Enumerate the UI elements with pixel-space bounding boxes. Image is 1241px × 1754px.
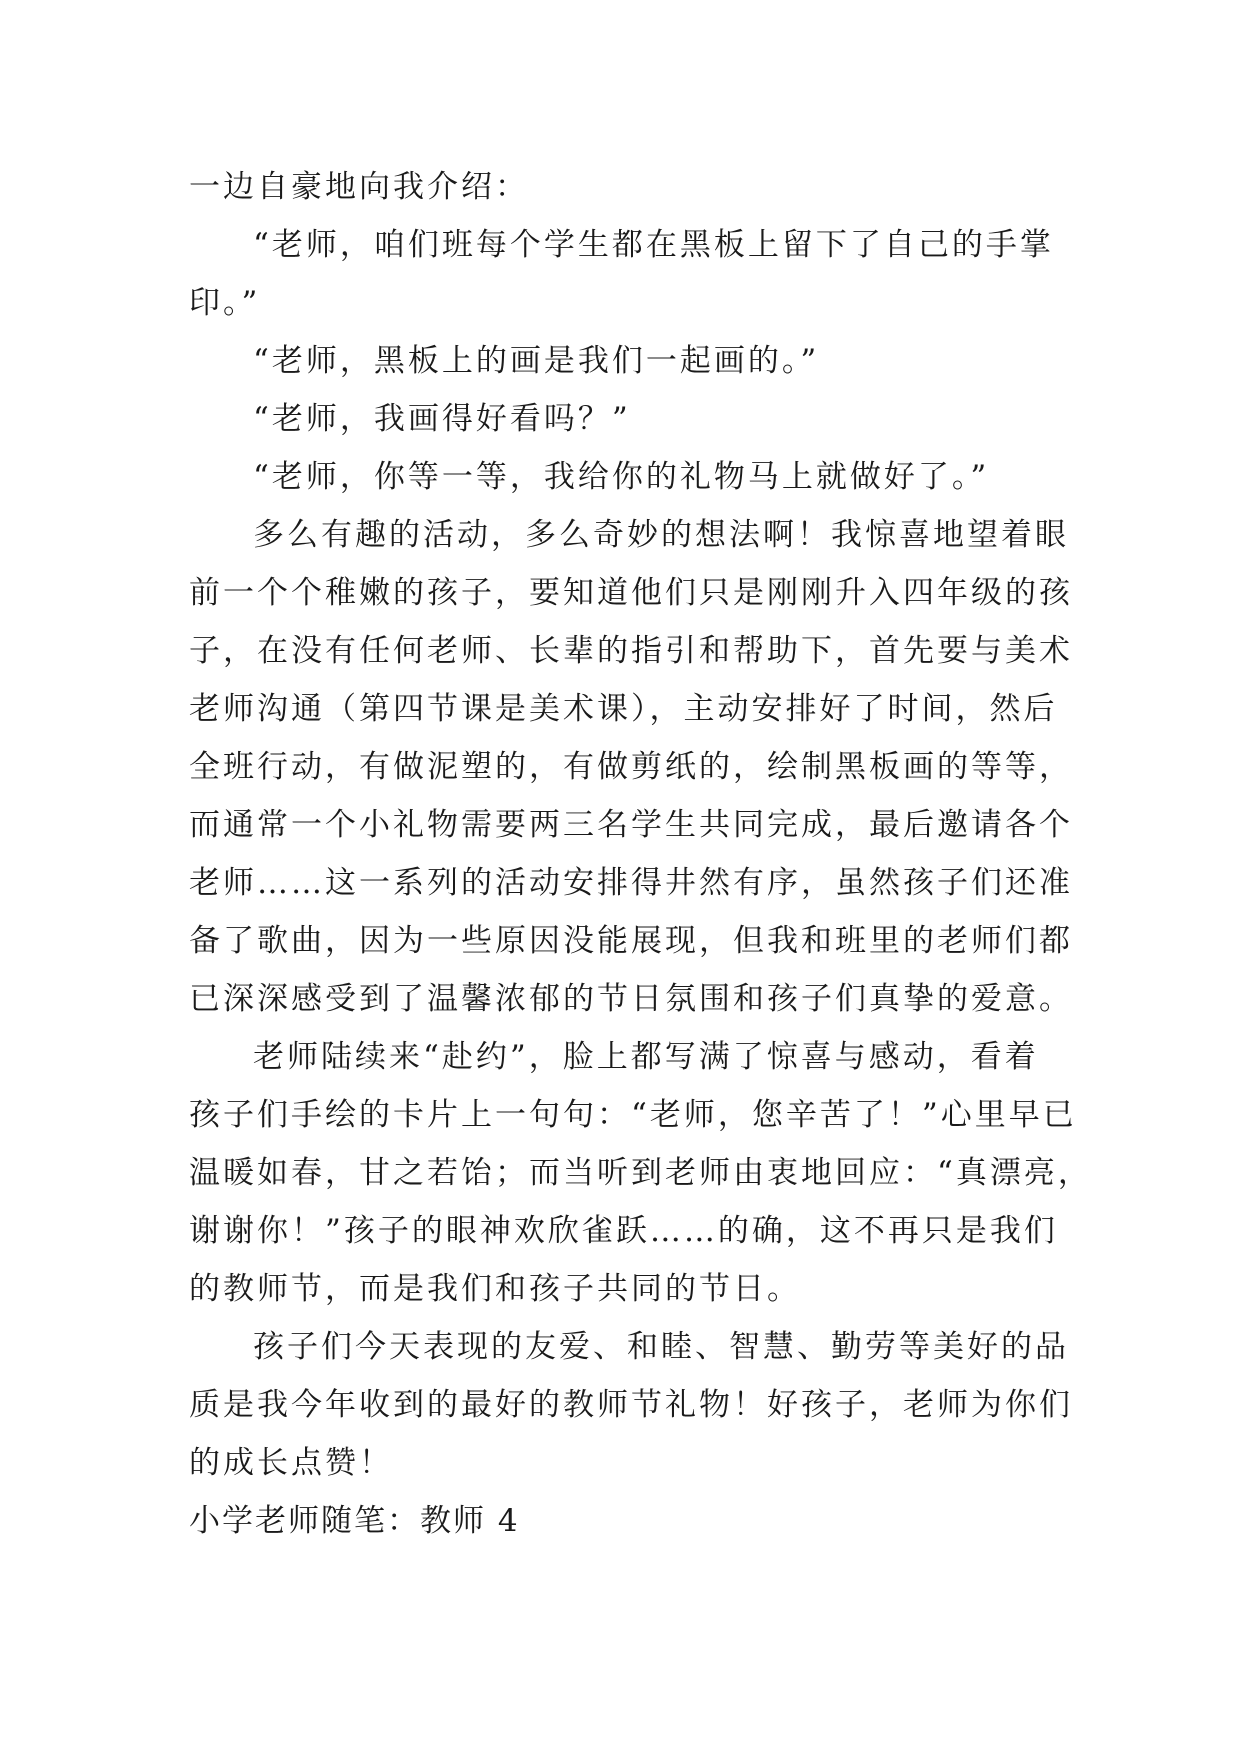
text-line: 而通常一个小礼物需要两三名学生共同完成，最后邀请各个 <box>189 807 1073 843</box>
document-page <box>189 158 1092 1550</box>
text-line: 老师沟通（第四节课是美术课），主动安排好了时间，然后 <box>189 691 1058 727</box>
text-line: “老师，黑板上的画是我们一起画的。” <box>253 343 820 379</box>
text-line: 一边自豪地向我介绍： <box>189 169 529 205</box>
text-line: 质是我今年收到的最好的教师节礼物！好孩子，老师为你们 <box>189 1387 1073 1423</box>
text-line: 谢谢你！”孩子的眼神欢欣雀跃……的确，这不再只是我们 <box>189 1213 1058 1249</box>
text-line: 前一个个稚嫩的孩子，要知道他们只是刚刚升入四年级的孩 <box>189 575 1073 611</box>
text-line: 老师陆续来“赴约”，脸上都写满了惊喜与感动，看着 <box>253 1039 1039 1075</box>
text-line: 的教师节，而是我们和孩子共同的节日。 <box>189 1271 801 1307</box>
text-line: 全班行动，有做泥塑的，有做剪纸的，绘制黑板画的等等， <box>189 749 1073 785</box>
text-line: 孩子们今天表现的友爱、和睦、智慧、勤劳等美好的品 <box>253 1329 1069 1365</box>
text-line: 印。” <box>189 285 261 321</box>
text-line: “老师，我画得好看吗？” <box>253 401 631 437</box>
text-line: 温暖如春，甘之若饴；而当听到老师由衷地回应：“真漂亮， <box>189 1155 1092 1191</box>
text-line: 孩子们手绘的卡片上一句句：“老师，您辛苦了！”心里早已 <box>189 1097 1077 1133</box>
text-line: 老师……这一系列的活动安排得井然有序，虽然孩子们还准 <box>189 865 1073 901</box>
text-line: “老师，你等一等，我给你的礼物马上就做好了。” <box>253 459 990 495</box>
text-line: 备了歌曲，因为一些原因没能展现，但我和班里的老师们都 <box>189 923 1073 959</box>
text-line: 的成长点赞！ <box>189 1445 393 1481</box>
text-line: 子，在没有任何老师、长辈的指引和帮助下，首先要与美术 <box>189 633 1073 669</box>
section-heading: 小学老师随笔：教师 4 <box>189 1503 520 1539</box>
text-line: “老师，咱们班每个学生都在黑板上留下了自己的手掌 <box>253 227 1054 263</box>
text-line: 多么有趣的活动，多么奇妙的想法啊！我惊喜地望着眼 <box>253 517 1069 553</box>
text-line: 已深深感受到了温馨浓郁的节日氛围和孩子们真挚的爱意。 <box>189 981 1073 1017</box>
